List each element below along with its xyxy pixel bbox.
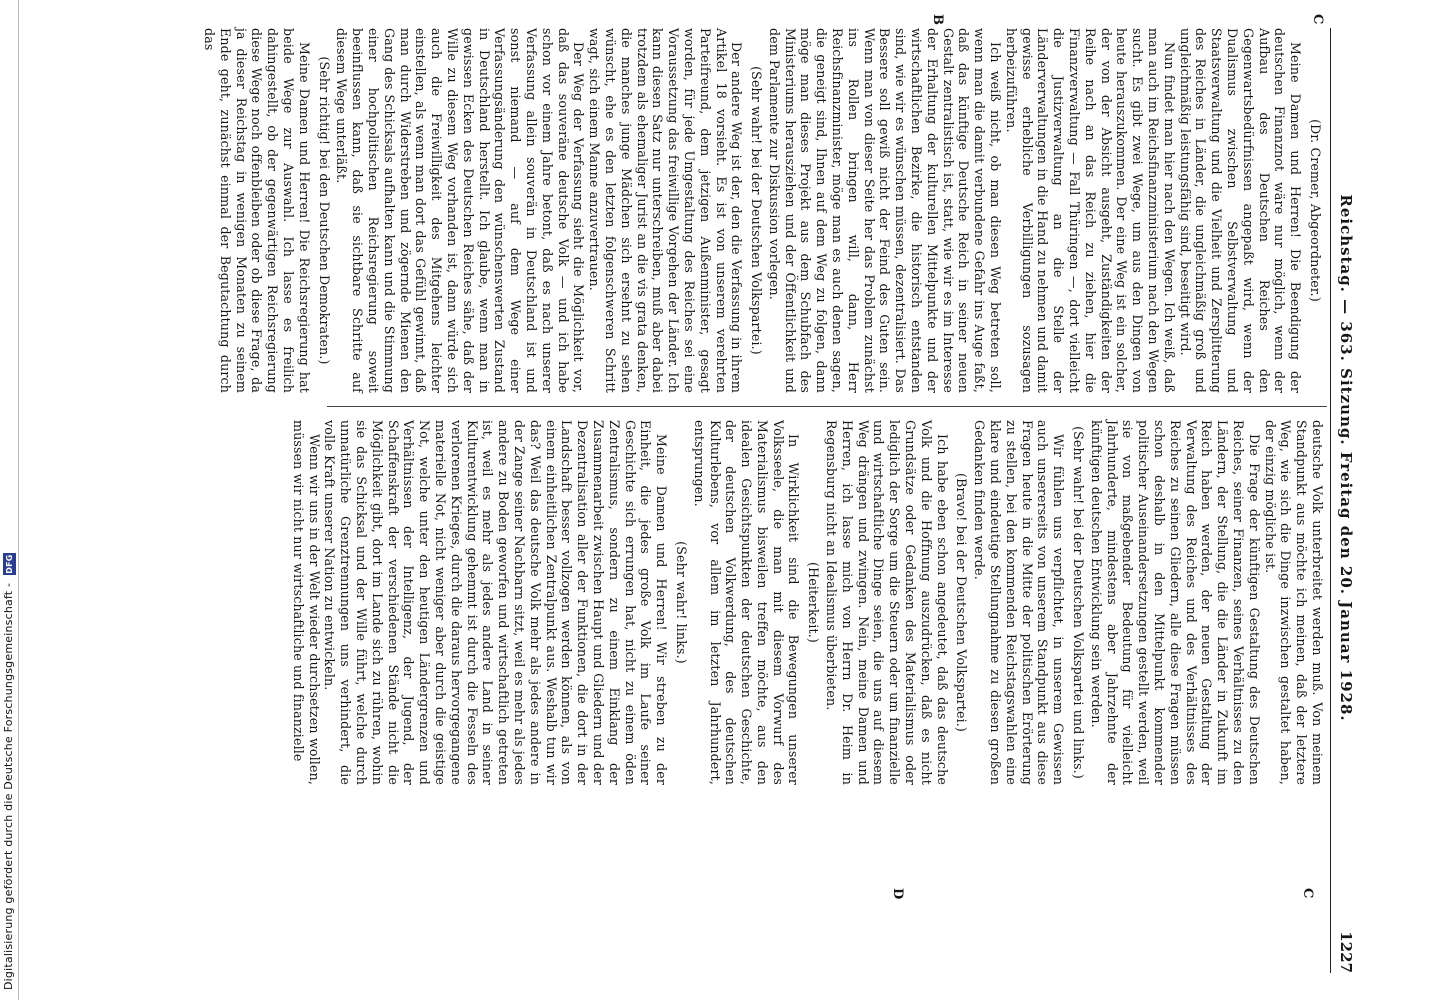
paragraph: Der Weg der Verfassung sieht die Möglichkeit vor, daß das souveräne deutsche Volk — und ich habe schon vor einem Jahre betont, daß es nach unserer Verfassung allein souverän in Deutschland ist und sonst niemand — auf dem Wege einer Verfassungsänderung den wünschenswerten Zustand in Deutschland herstellt. Ich glaube, wenn man in gewissen Ecken des Deutschen Reiches sähe, daß der Wille zu diesem Weg vorhanden ist, dann würde sich auch die Freiwilligkeit des Mitgehens leichter einstellen, als wenn man dort das Gefühl gewinnt, daß man durch Widerstreben und zögernde Mienen den Gang des Schicksals aufhalten kann und die Stimmung einer hochpolitischen Reichsregierung soweit beeinflussen kann, daß sie sichtbare Schritte auf diesem Wege unterläßt. [334, 28, 587, 393]
interjection: (Heiterkeit.) [806, 562, 822, 643]
paragraph: deutsche Volk unterbreitet werden muß. Von meinem Standpunkt aus möchte ich meinen, daß der letztere Weg, wie sich die Dinge inzwischen gestaltet haben, der einzig mögliche ist. [1262, 420, 1325, 785]
rotated-document [100, 14, 1355, 973]
paragraph: Der andere Weg ist der, den die Verfassung in ihrem Artikel 18 vorsieht. Es ist von unserem verehrten Parteifreund, dem jetzigen Außenminister, gesagt worden, für jede Umgestaltung des Reiches sei eine Voraussetzung das freiwillige Vorgehen der Länder. Ich kann diesen Satz nur unterschreiben, muß aber dabei trotzdem als ehemaliger Jurist an die vis grata denken, die manches junge Mädchen sich ersehnt zu sehen wünscht, ehe es den letzten folgenschweren Schritt wagt, sich einem Manne anzuvertrauen. [587, 28, 745, 393]
page-header [1331, 28, 1355, 973]
paragraph: Wenn wir uns in der Welt wieder durchsetzen wollen, müssen wir nicht nur wirtschaftliche und finanzielle [290, 420, 322, 785]
margin-marker-a: C [1310, 14, 1325, 25]
paragraph: Die Frage der künftigen Gestaltung des Deutschen Reiches, seiner Finanzen, seines Verhältnisses zu den Ländern, der Stellung, die die Länder in Zukunft im Reich haben werden, der neuen Gestaltung der Verwaltung des Reiches und des Verhältnisses des Reiches zu seinen Gliedern, alle diese Fragen müssen schon deshalb in den Mittelpunkt kommender politischer Auseinandersetzungen gestellt werden, weil sie von maßgebender Bedeutung für vielleicht Jahrhunderte, mindestens aber Jahrzehnte der künftigen deutschen Entwicklung sein werden. [1088, 420, 1262, 785]
paragraph: Wir fühlen uns verpflichtet, in unserem Gewissen auch unsererseits von unserem Standpunkt aus diese Fragen heute in die Mitte der politischen Erörterung zu stellen, bei den kommenden Reichstagswahlen eine klare und eindeutige Stellungnahme zu diesen großen Gedanken finden werde. [972, 420, 1067, 785]
paragraph: Meine Damen und Herren! Die Beendigung der deutschen Finanznot wäre nur möglich, wenn der Aufbau des Deutschen Reiches den Gegenwartsbedürfnissen angepaßt wird, wenn der Dualismus zwischen Selbstverwaltung und Staatsverwaltung und die Vielheit und Zersplitterung des Reiches in Länder, die ungleichmäßig groß und ungleichmäßig leistungsfähig sind, beseitigt wird. [1177, 28, 1304, 393]
interjection: (Sehr wahr! links.) [673, 541, 689, 664]
paragraph: Ich habe eben schon angedeutet, daß das deutsche Volk und die Hoffnung auszudrücken, daß es nicht Grundsätze oder Gedanken des Materialismus oder lediglich der Sorge um die Steuern oder um finanzielle und wirtschaftliche Dinge seien, die uns auf diesem Weg drängen und zwingen. Nein, meine Damen und Herren, ich lasse mich von Herrn Dr. Heim in Regensburg nicht an Idealismus überbieten. [824, 420, 950, 785]
interjection: (Sehr wahr! bei der Deutschen Volkspartei.) [749, 66, 765, 355]
interjection: (Sehr richtig! bei den Deutschen Demokraten.) [316, 56, 332, 365]
page-number: 1227 [1337, 931, 1355, 973]
scan-edge [18, 0, 19, 1000]
interjection: (Bravo! bei der Deutschen Volkspartei.) [954, 473, 970, 732]
page-title: Reichstag. — 363. Sitzung. Freitag den 20. Januar 1928. [1337, 194, 1355, 722]
digitization-footer [2, 553, 16, 990]
paragraph: Ich weiß nicht, ob man diesen Weg betreten soll, wenn man die damit verbundene Gefahr ins Auge faßt, daß das künftige Deutsche Reich in seiner neuen Gestalt zentralistisch ist, statt, wie wir es im Interesse der Erhaltung der kulturellen Mittelpunkte und der wirtschaftlichen Bezirke, die historisch entstanden sind, wie wir es wünschen müssen, dezentralisiert. Das Bessere soll gewiß nicht der Feind des Guten sein. Wenn man von dieser Seite her das Problem zunächst ins Rollen bringen will, dann, Herr Reichsfinanzminister, möge man es auch denen sagen, die geneigt sind, Ihnen auf dem Weg zu folgen, dann möge man dieses Projekt aus dem Schubfach des Ministeriums herausziehen und der Öffentlichkeit und dem Parlamente zur Diskussion vorlegen. [766, 28, 1004, 393]
margin-marker-d: D [890, 888, 905, 900]
interjection: (Dr. Cremer, Abgeordneter.) [1308, 119, 1323, 302]
column-divider [327, 406, 1327, 407]
paragraph: Meine Damen und Herren! Wir streben zu der Einheit, die jedes große Volk im Laufe seiner Geschichte sich errungen hat, nicht zu einem öden Zentralismus, sondern zu einem Einklang der Zusammenarbeit zwischen Haupt und Gliedern und der Dezentralisation aller der Funktionen, die dort in der Landschaft besser vollzogen werden können, als von einem einheitlichen Zentralpunkt aus. Weshalb tun wir das? Weil das deutsche Volk mehr als jedes andere in der Zange seiner Nachbarn sitzt, weil es mehr als jedes andere zu Boden geworfen und wirtschaftlich getreten ist, weil es mehr als jedes andere Land in seiner Kulturentwicklung gehemmt ist durch die Fesseln des verlorenen Krieges, durch die daraus hervorgegangene materielle Not, nicht weniger aber durch die geistige Not, welche unter den heutigen Ländergrenzen und Verhältnissen der Intelligenz, der Jugend, der Schaffenskraft der verschiedenen Stände nicht die Möglichkeit gibt, dort im Lande sich zu rühren, wohin sie das Schicksal und der Wille führt, welche durch unnatürliche Grenztrennungen uns verhindert, die volle Kraft unserer Nation zu entwickeln. [322, 420, 670, 785]
paragraph: In Wirklichkeit sind die Bewegungen unserer Volksseele, die man mit diesem Vorwurf des Materialismus bisweilen treffen möchte, aus den idealen Gesichtspunkten der deutschen Geschichte, der deutschen Volkwerdung, des deutschen Kulturlebens, vor allem im letzten Jahrhundert, entsprungen. [691, 420, 802, 785]
footer-text: Digitalisierung gefördert durch die Deutsche Forschungsgemeinschaft - [2, 582, 15, 990]
paragraph: Meine Damen und Herren! Die Reichsregierung hat beide Wege zur Auswahl. Ich lasse es freilich dahingestellt, ob der gegenwärtigen Reichsregierung diese Wege noch offenbleiben oder ob diese Frage, da ja dieser Reichstag in wenigen Monaten zu seinem Ende geht, zunächst einmal der Begutachtung durch das [202, 28, 312, 393]
margin-marker-e: C [1300, 888, 1315, 899]
header-rule [1330, 28, 1331, 973]
dfg-logo: DFG [4, 554, 14, 574]
margin-marker-b: B [930, 14, 945, 25]
interjection: (Sehr wahr! bei der Deutschen Volkspartei und links.) [1071, 426, 1087, 779]
text-column-right [290, 420, 1325, 785]
paragraph: Nun findet man hier nach den Wegen. Ich weiß, daß man auch im Reichsfinanzministerium nach den Wegen sucht. Es gibt zwei Wege, um aus den Dingen von heute herauszukommen. Der eine Weg ist ein solcher, der von der Absicht ausgeht, Zuständigkeiten der Reihe nach an das Reich zu ziehen, hier die Finanzverwaltung — Fall Thüringen —, dort vielleicht die Justizverwaltung an die Stelle der Länderverwaltungen in die Hand zu nehmen und damit gewisse erhebliche Verbilligungen sozusagen herbeizuführen. [1003, 28, 1177, 393]
text-column-left [201, 28, 1325, 393]
